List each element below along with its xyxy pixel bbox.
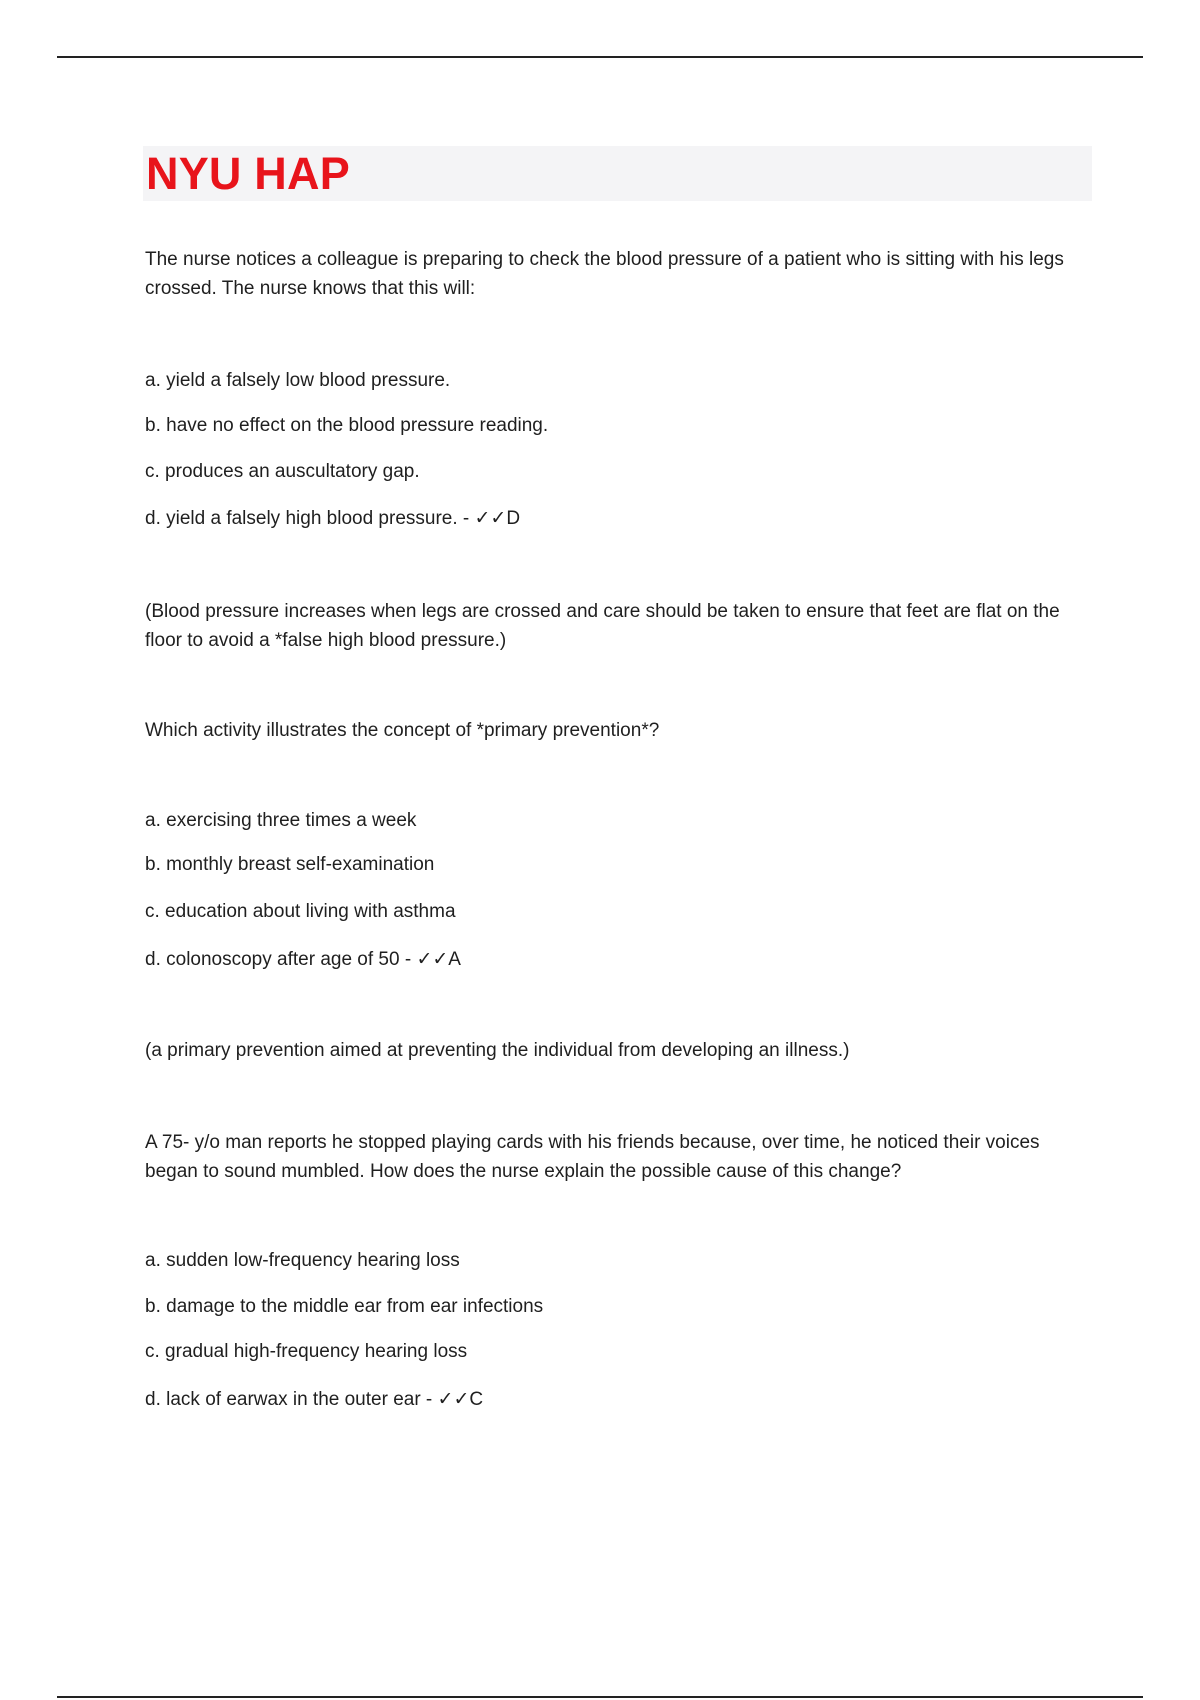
question-1-option-c: c. produces an auscultatory gap. [145,461,420,482]
document-title: NYU HAP [146,148,350,199]
question-1-option-b: b. have no effect on the blood pressure reading. [145,415,549,436]
question-2-option-a: a. exercising three times a week [145,810,417,831]
question-3-option-d: d. lack of earwax in the outer ear - ✓✓C [145,1389,484,1410]
question-2-rationale: (a primary prevention aimed at preventing the individual from developing an illness.) [145,1040,850,1061]
question-1-rationale: (Blood pressure increases when legs are crossed and care should be taken to ensure that feet are flat on the floor to avoid a *false high blood pressure.) [145,601,1060,651]
footer-rule [57,1696,1143,1698]
question-1-option-a: a. yield a falsely low blood pressure. [145,370,451,391]
question-2-stem: Which activity illustrates the concept of *primary prevention*? [145,720,660,741]
question-2-option-d: d. colonoscopy after age of 50 - ✓✓A [145,949,461,970]
question-3-option-a: a. sudden low-frequency hearing loss [145,1250,460,1271]
question-1-stem: The nurse notices a colleague is preparing to check the blood pressure of a patient who is sitting with his legs crossed. The nurse knows that this will: [145,249,1064,299]
question-1-option-d: d. yield a falsely high blood pressure. - ✓✓D [145,508,521,529]
question-3-option-c: c. gradual high-frequency hearing loss [145,1341,468,1362]
header-rule [57,56,1143,58]
question-3-stem: A 75- y/o man reports he stopped playing cards with his friends because, over time, he noticed their voices began to sound mumbled. How does the nurse explain the possible cause of this change? [145,1132,1040,1182]
question-2-option-c: c. education about living with asthma [145,901,456,922]
question-2-option-b: b. monthly breast self-examination [145,854,435,875]
question-3-option-b: b. damage to the middle ear from ear infections [145,1296,544,1317]
